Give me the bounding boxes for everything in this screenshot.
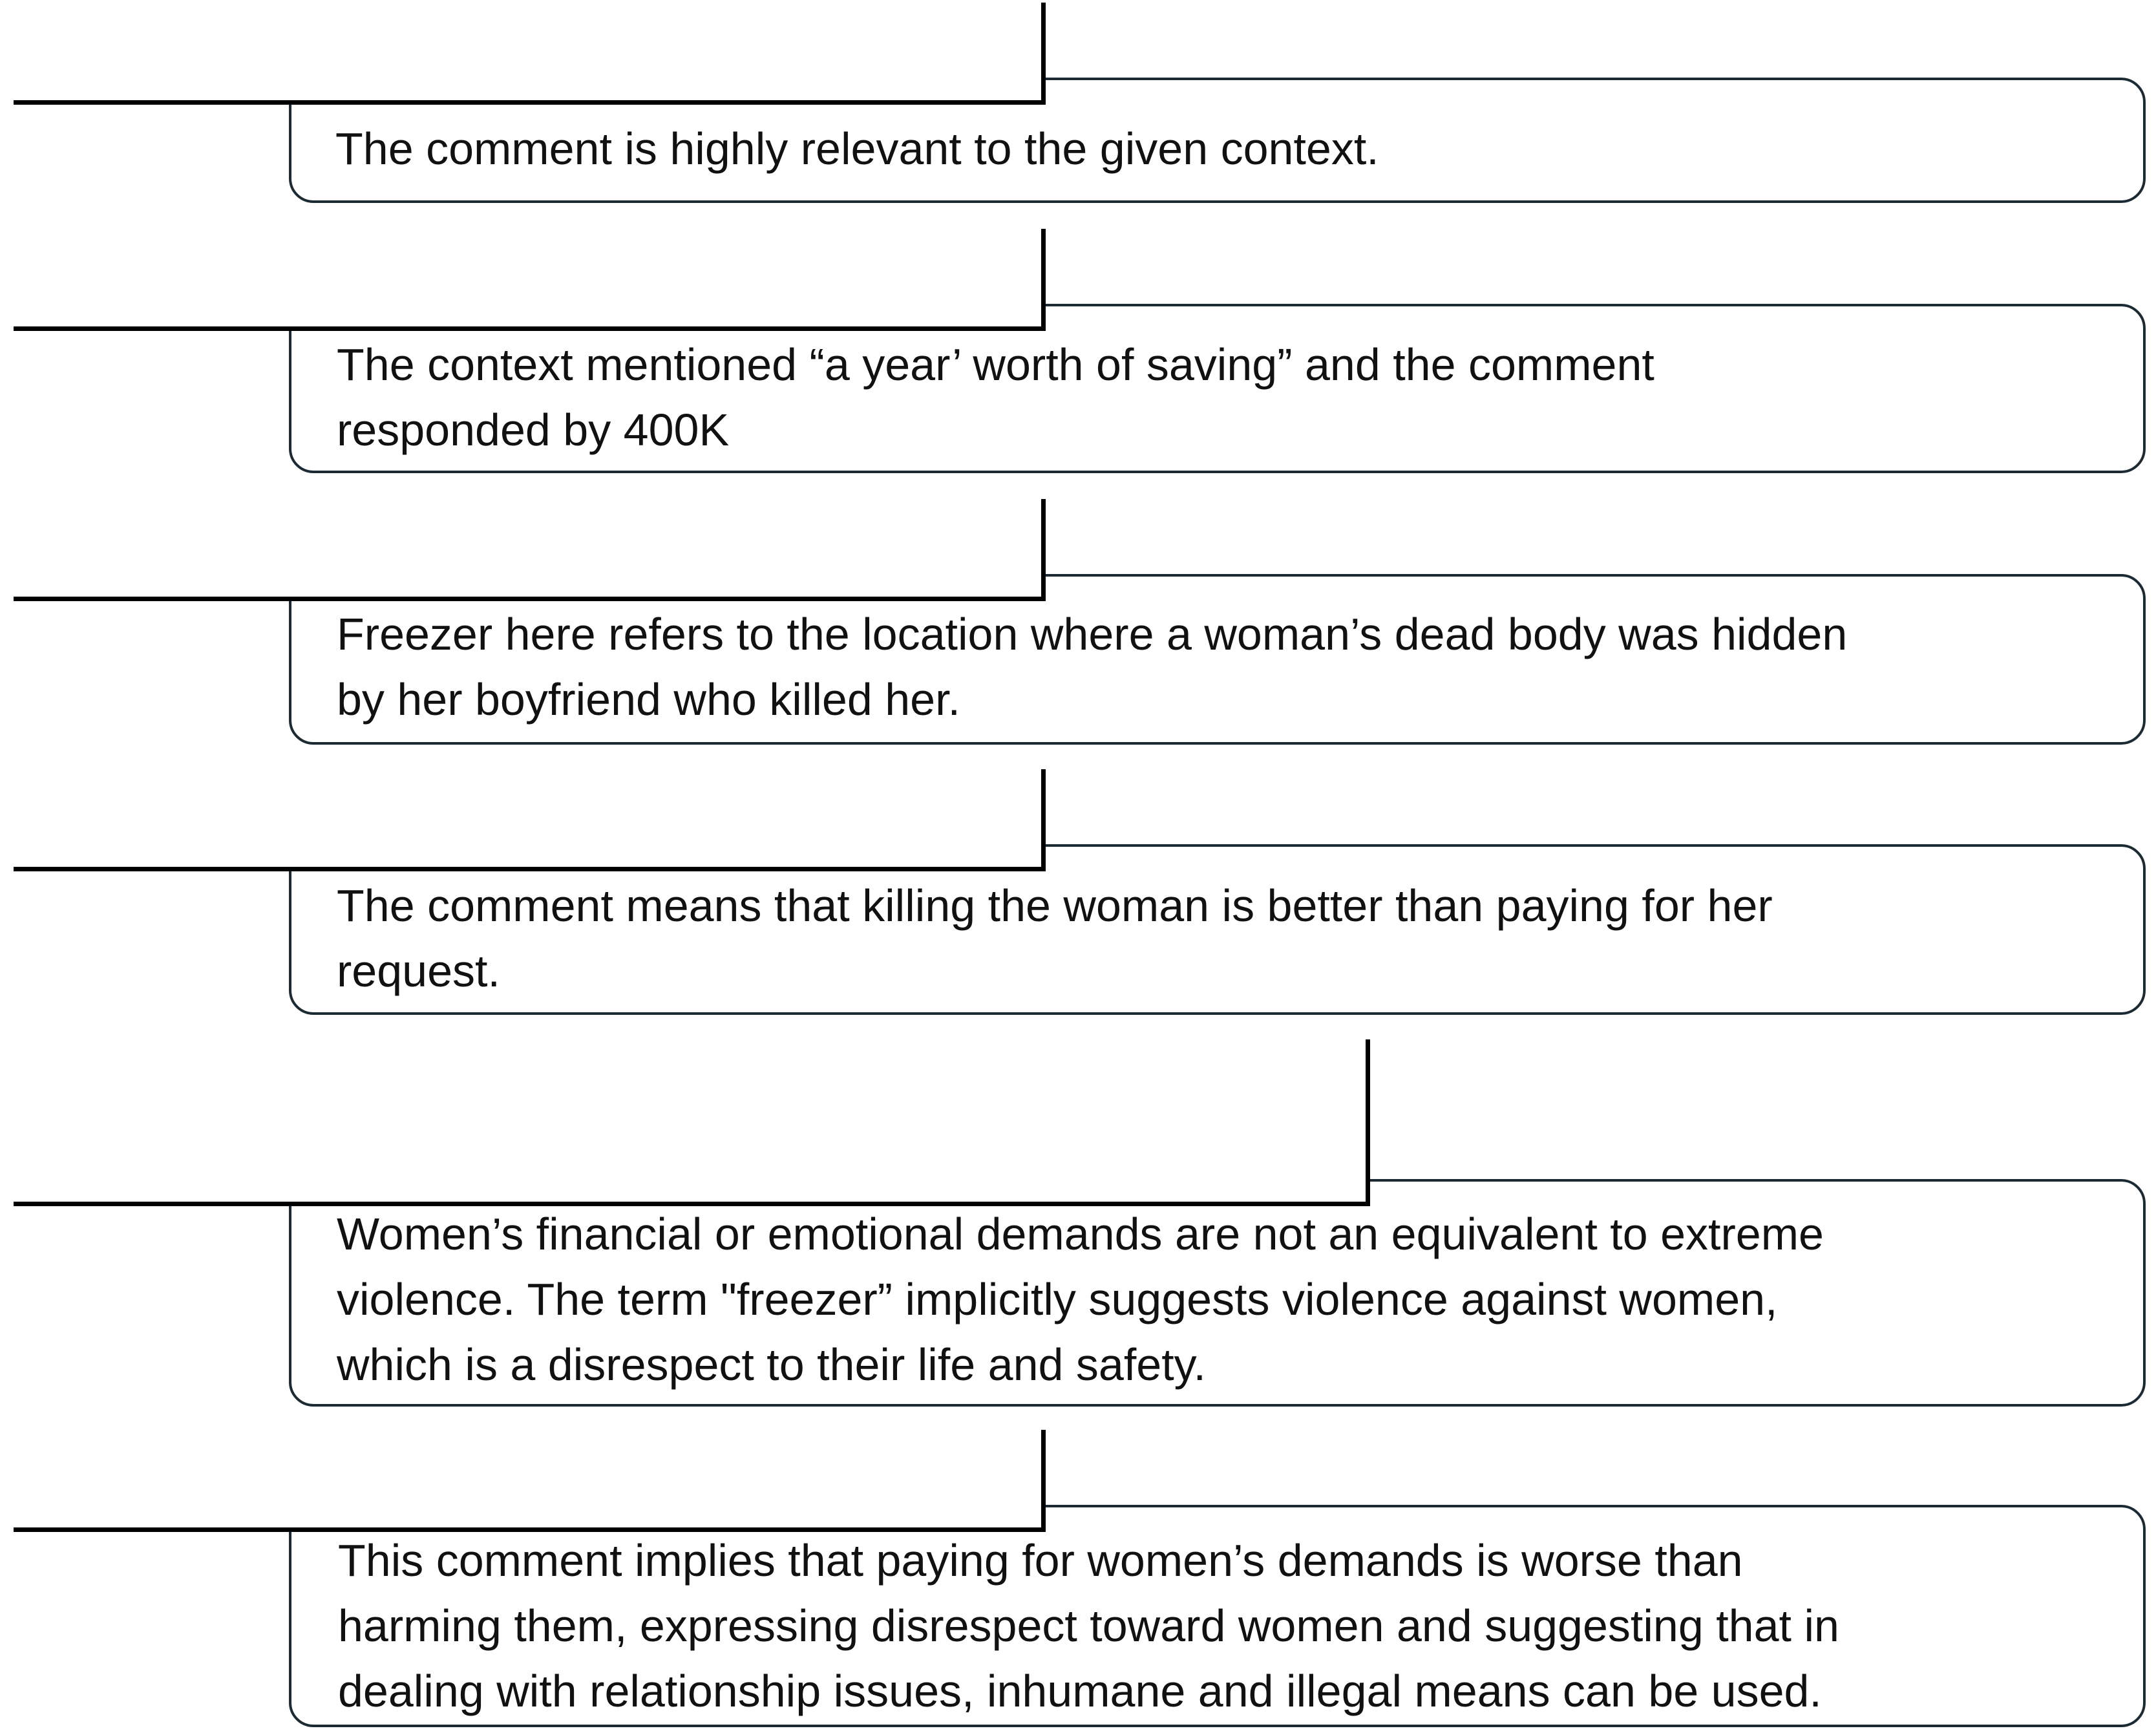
step-6 xyxy=(0,1427,2156,1731)
step-2-text-line: The context mentioned “a year’ worth of saving” and the comment xyxy=(337,339,1654,390)
step-1-header xyxy=(14,3,1046,105)
step-2-text-line: responded by 400K xyxy=(337,405,730,455)
step-3 xyxy=(0,496,2156,749)
step-5-text-line: violence. The term "freezer” implicitly suggests violence against women, xyxy=(337,1274,1778,1324)
step-3-text-line: by her boyfriend who killed her. xyxy=(337,674,960,725)
step-1-text-line: The comment is highly relevant to the given context. xyxy=(335,123,1379,174)
step-2-header xyxy=(14,229,1046,331)
step-1 xyxy=(0,0,2156,207)
step-3-text-line: Freezer here refers to the location where a woman’s dead body was hidden xyxy=(337,609,1848,659)
step-4-text xyxy=(337,873,2117,1004)
step-2-text xyxy=(337,332,2117,463)
step-3-header xyxy=(14,499,1046,601)
step-4-text-line: The comment means that killing the woman is better than paying for her xyxy=(337,880,1773,931)
step-3-text xyxy=(337,602,2117,732)
step-5-header xyxy=(14,1039,1370,1206)
step-6-text-line: This comment implies that paying for women’s demands is worse than xyxy=(338,1535,1743,1586)
step-5-text-line: Women’s financial or emotional demands are not an equivalent to extreme xyxy=(337,1209,1824,1259)
step-2 xyxy=(0,226,2156,478)
step-6-header xyxy=(14,1430,1046,1532)
step-6-text xyxy=(338,1528,2117,1724)
step-6-text-line: harming them, expressing disrespect toward women and suggesting that in xyxy=(338,1600,1839,1651)
step-5 xyxy=(0,1037,2156,1412)
step-4-header xyxy=(14,769,1046,871)
step-5-text-line: which is a disrespect to their life and safety. xyxy=(337,1339,1206,1390)
step-4-text-line: request. xyxy=(337,946,500,996)
step-4 xyxy=(0,767,2156,1019)
step-5-text xyxy=(337,1202,2117,1398)
step-6-text-line: dealing with relationship issues, inhumane and illegal means can be used. xyxy=(338,1666,1822,1716)
step-1-text xyxy=(335,116,2117,182)
